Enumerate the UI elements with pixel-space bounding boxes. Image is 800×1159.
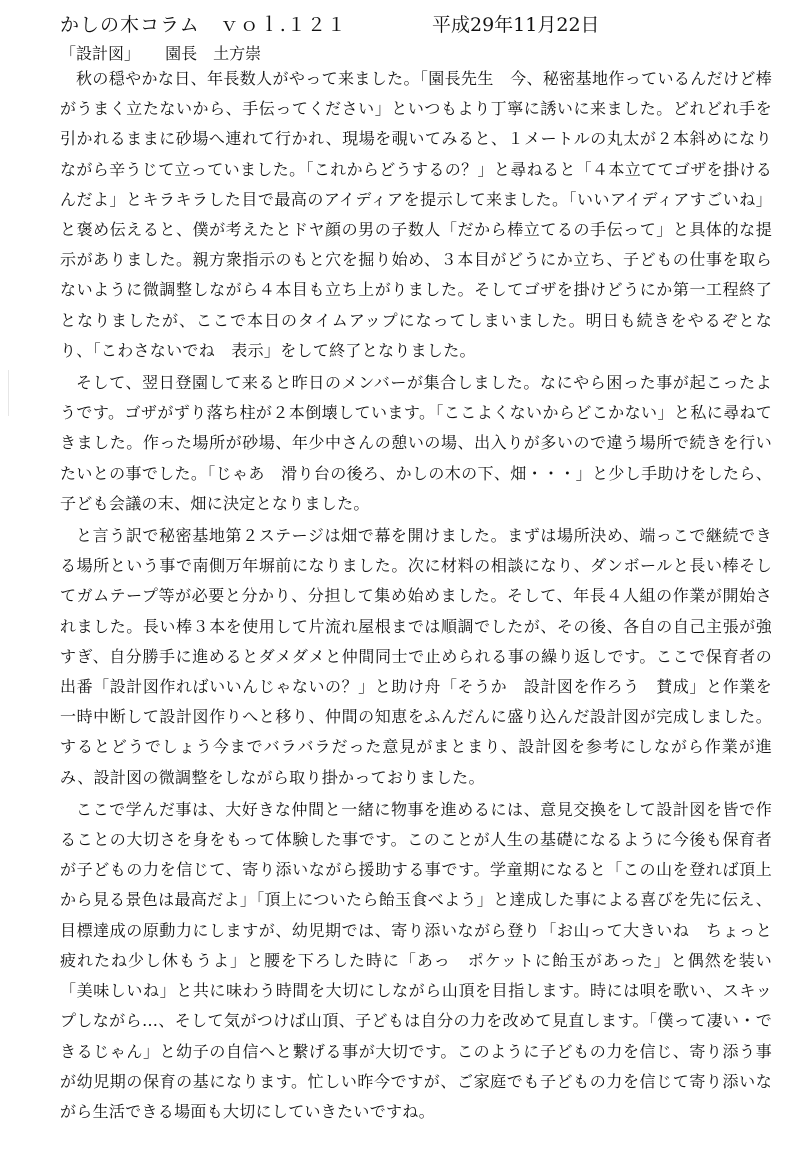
article-body — [60, 64, 772, 1129]
paragraph-3: と言う訳で秘密基地第２ステージは畑で幕を開けました。まずは場所決め、端っこで継続できる場所という事で南側万年塀前になりました。次に材料の相談になり、ダンボールと長い棒そしてガムテープ等が必要と分かり、分担して集め始めました。そして、年長４人組の作業が開始されました。長い棒３本を使用して片流れ屋根までは順調でしたが、その後、各自の自己主張が強すぎ、自分勝手に進めるとダメダメと仲間同士で止められる事の繰り返しです。ここで保育者の出番「設計図作ればいいんじゃないの？」と助け舟「そうか 設計図を作ろう 賛成」と作業を一時中断して設計図作りへと移り、仲間の知恵をふんだんに盛り込んだ設計図が完成しました。するとどうでしょう今までバラバラだった意見がまとまり、設計図を参考にしながら作業が進み、設計図の微調整をしながら取り掛かっておりました。 — [60, 526, 772, 787]
article-author: 園長 土方崇 — [165, 44, 262, 63]
column-header — [60, 10, 760, 40]
publication-date: 平成29年11月22日 — [432, 14, 600, 36]
article-title: 「設計図」 — [60, 44, 141, 63]
paragraph-4: ここで学んだ事は、大好きな仲間と一緒に物事を進めるには、意見交換をして設計図を皆で作ることの大切さを身をもって体験した事です。このことが人生の基礎になるように今後も保育者が子どもの力を信じて、寄り添いながら援助する事です。学童期になると「この山を登れば頂上から見る景色は最高だよ」「頂上についたら飴玉食べよう」と達成した事による喜びを先に伝え、目標達成の原動力にしますが、幼児期では、寄り添いながら登り「お山って大きいね ちょっと疲れたね少し休もうよ」と腰を下ろした時に「あっ ポケットに飴玉があった」と偶然を装い「美味しいね」と共に味わう時間を大切にしながら山頂を目指します。時には唄を歌い、スキップしながら…、そして気がつけば山頂、子どもは自分の力を改めて見直します。「僕って凄い・できるじゃん」と幼子の自信へと繋げる事が大切です。このように子どもの力を信じ、寄り添う事が幼児期の保育の基になります。忙しい昨今ですが、ご家庭でも子どもの力を信じて寄り添いながら生活できる場面も大切にしていきたいですね。 — [60, 799, 772, 1121]
paragraph-1: 秋の穏やかな日、年長数人がやって来ました。「園長先生 今、秘密基地作っているんだけど棒がうまく立たないから、手伝ってください」といつもより丁寧に誘いに来ました。どれどれ手を引かれるままに砂場へ連れて行かれ、現場を覗いてみると、１メートルの丸太が２本斜めになりながら辛うじて立っていました。「これからどうするの？」と尋ねると「４本立ててゴザを掛けるんだよ」とキラキラした目で最高のアイディアを提示して来ました。「いいアイディアすごいね」と褒め伝えると、僕が考えたとドヤ顔の男の子数人「だから棒立てるの手伝って」と具体的な提示がありました。親方衆指示のもと穴を掘り始め、３本目がどうにか立ち、子どもの仕事を取らないように微調整しながら４本目も立ち上がりました。そしてゴザを掛けどうにか第一工程終了となりましたが、ここで本日のタイムアップになってしまいました。明日も続きをやるぞとなり、「こわさないでね 表示」をして終了となりました。 — [60, 69, 772, 360]
scan-edge-mark — [8, 370, 9, 416]
paragraph-2: そして、翌日登園して来ると昨日のメンバーが集合しました。なにやら困った事が起こったようです。ゴザがずり落ち柱が２本倒壊しています。「ここよくないからどこかない」と私に尋ねてきました。作った場所が砂場、年少中さんの憩いの場、出入りが多いので違う場所で続きを行いたいとの事でした。「じゃあ 滑り台の後ろ、かしの木の下、畑・・・」と少し手助けをしたら、子ども会議の末、畑に決定となりました。 — [60, 373, 772, 513]
column-title: かしの木コラム ｖｏｌ.１２１ — [60, 14, 347, 36]
